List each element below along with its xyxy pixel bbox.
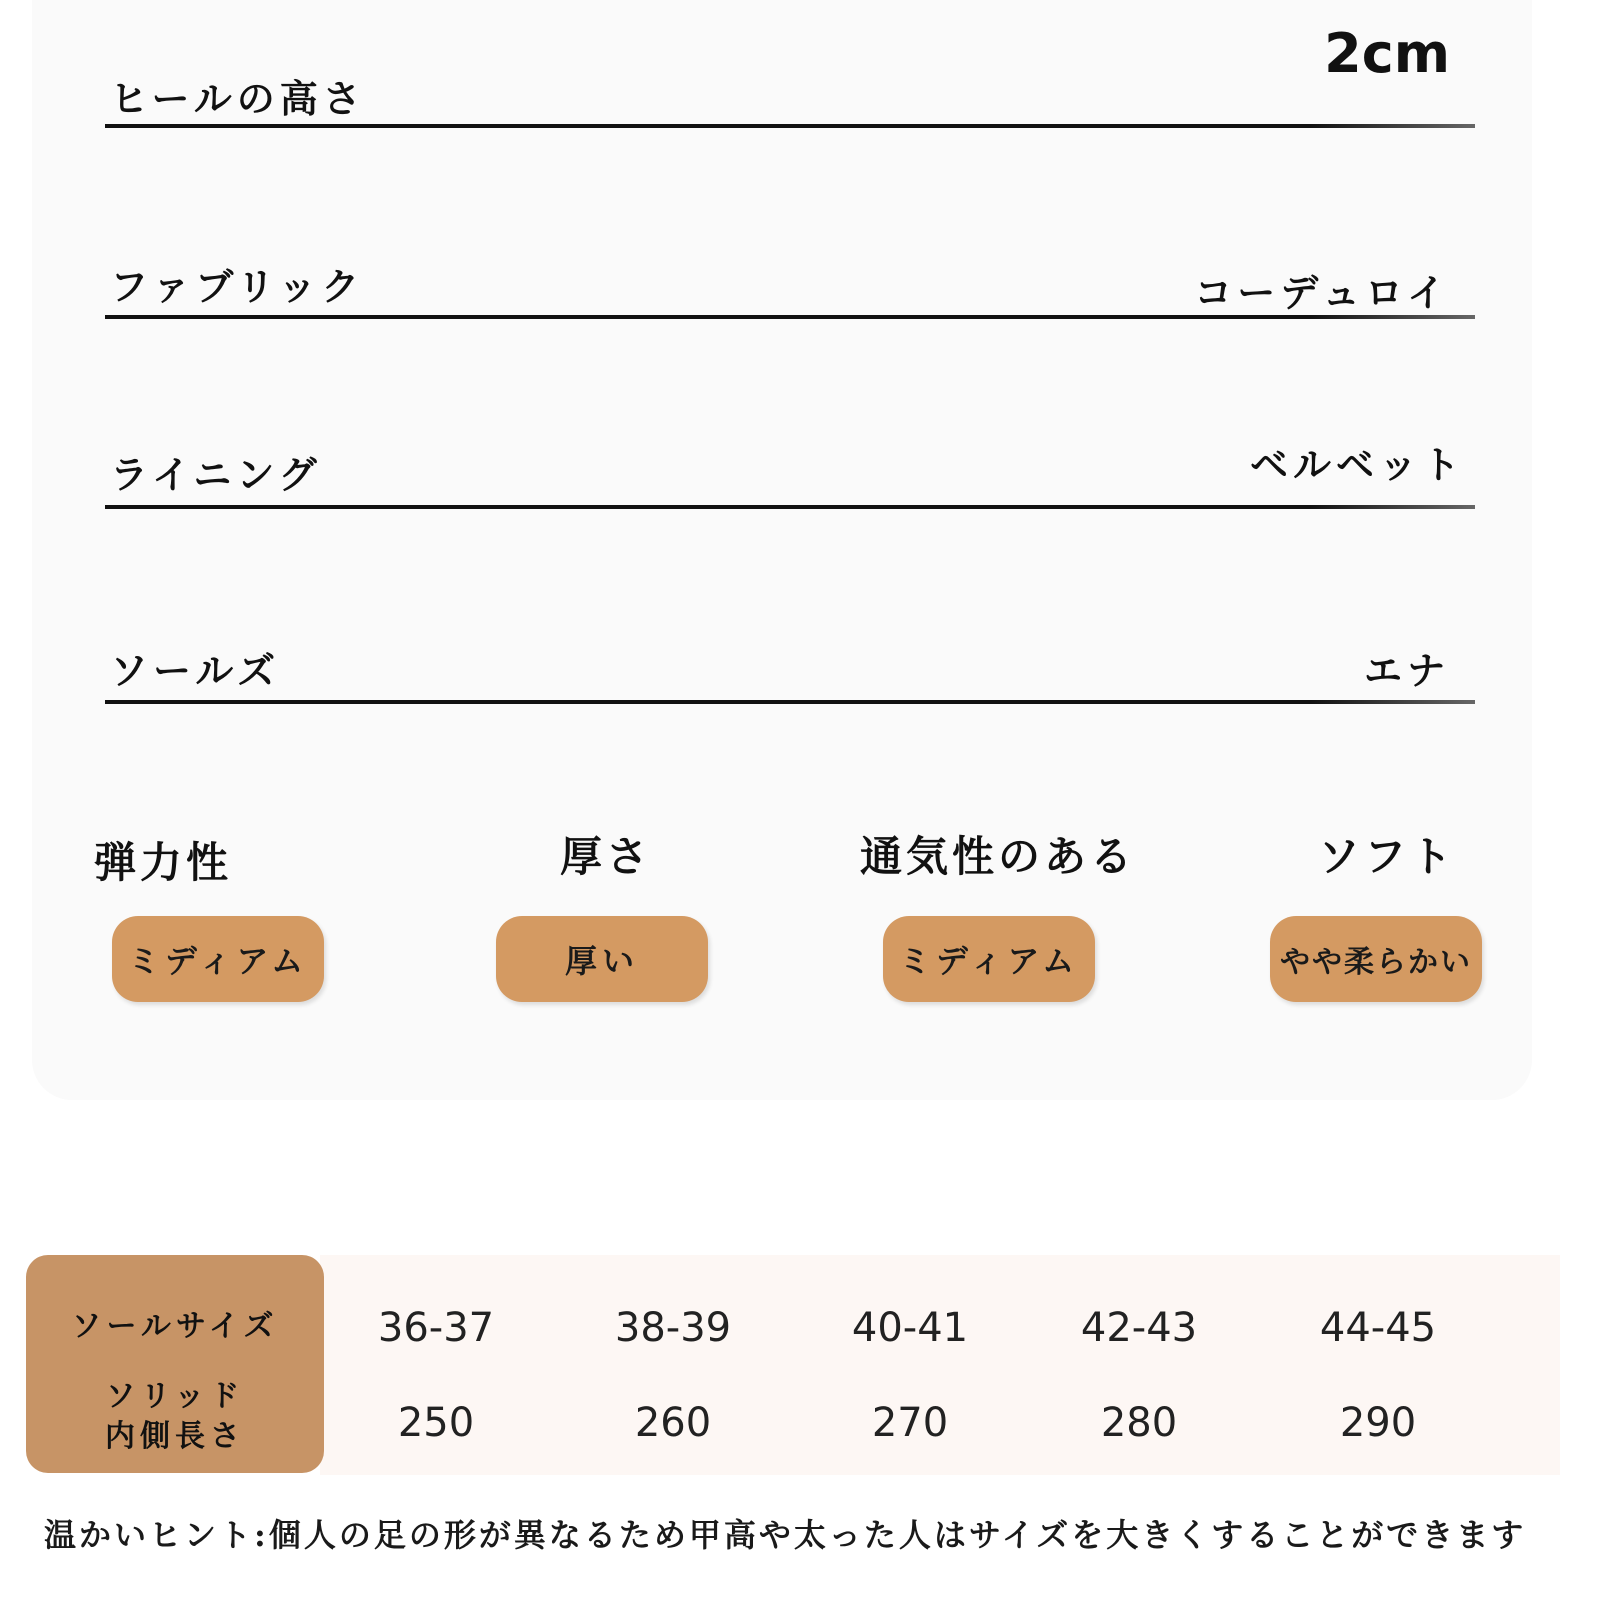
length-cell: 260 (634, 1400, 712, 1446)
breathability-title: 通気性のある (860, 832, 1137, 881)
fabric-divider (105, 315, 1475, 319)
heel-height-value: 2cm (1324, 22, 1450, 85)
sole-label: ソールズ (110, 648, 281, 693)
size-table-header (26, 1255, 324, 1473)
size-cell: 36-37 (377, 1305, 495, 1351)
fabric-label: ファブリック (110, 264, 365, 309)
inner-length-header-line2: 内側長さ (105, 1419, 245, 1454)
sizing-hint: 温かいヒント:個人の足の形が異なるため甲高や太った人はサイズを大きくすることができます (44, 1516, 1527, 1554)
length-cell: 250 (397, 1400, 475, 1446)
sole-value: エナ (1363, 648, 1450, 693)
size-cell: 38-39 (614, 1305, 732, 1351)
heel-height-label: ヒールの高さ (110, 76, 366, 121)
thickness-badge: 厚い (496, 916, 708, 1002)
elasticity-badge: ミディアム (112, 916, 324, 1002)
lining-value: ベルベット (1249, 442, 1465, 487)
softness-badge: やや柔らかい (1270, 916, 1482, 1002)
softness-title: ソフト (1318, 832, 1457, 881)
breathability-badge: ミディアム (883, 916, 1095, 1002)
sole-divider (105, 700, 1475, 704)
length-cell: 280 (1100, 1400, 1178, 1446)
thickness-title: 厚さ (560, 832, 653, 881)
fabric-value: コーデュロイ (1194, 270, 1450, 315)
size-table (0, 1255, 1600, 1485)
lining-divider (105, 505, 1475, 509)
size-cell: 40-41 (851, 1305, 969, 1351)
size-cell: 42-43 (1080, 1305, 1198, 1351)
elasticity-title: 弾力性 (94, 838, 233, 887)
sole-size-header: ソールサイズ (71, 1309, 279, 1344)
inner-length-header-line1: ソリッド (105, 1379, 245, 1414)
length-cell: 270 (871, 1400, 949, 1446)
lining-label: ライニング (110, 452, 322, 497)
length-cell: 290 (1339, 1400, 1417, 1446)
heel-height-divider (105, 124, 1475, 128)
size-cell: 44-45 (1319, 1305, 1437, 1351)
